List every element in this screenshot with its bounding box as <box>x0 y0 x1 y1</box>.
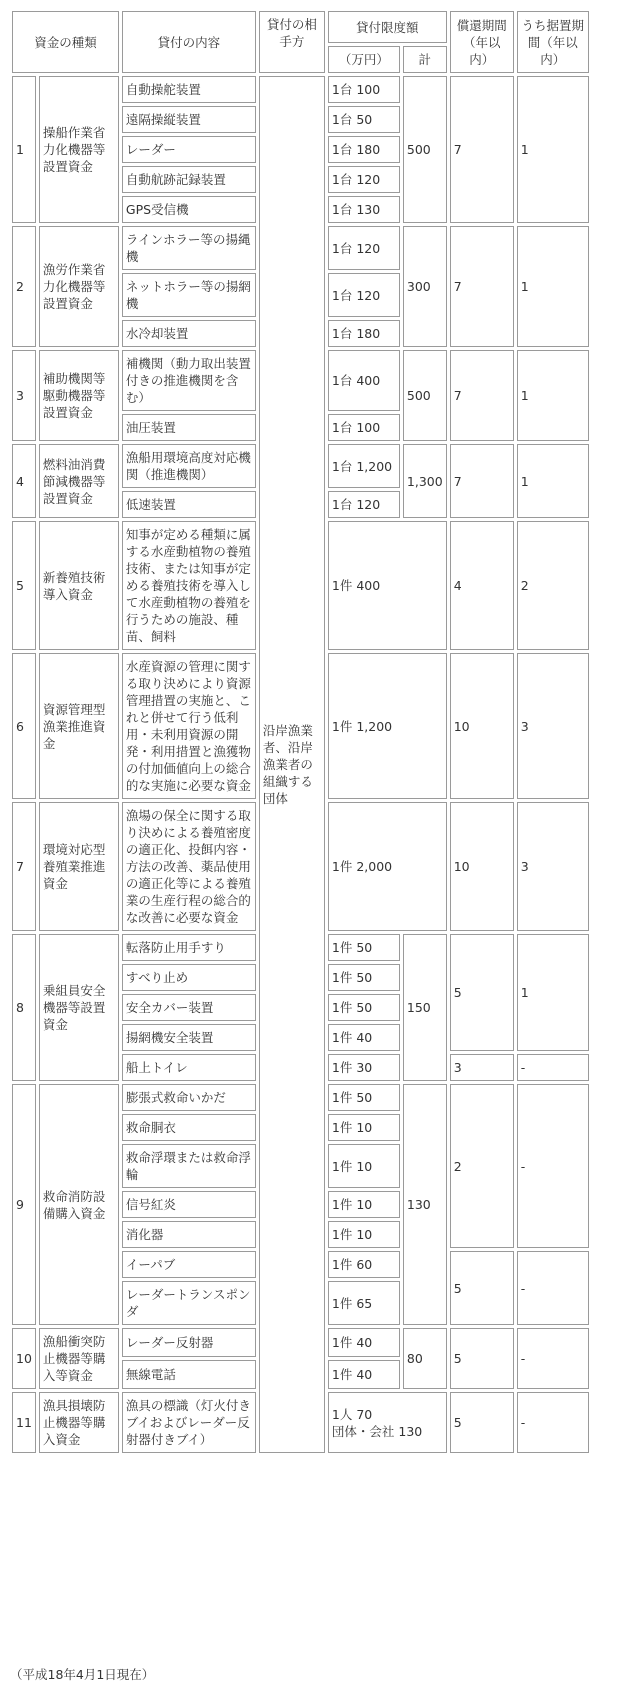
header-limit-total: 計 <box>403 46 447 73</box>
item-limit: 1台 50 <box>328 106 400 133</box>
item-content: 補機関（動力取出装置付きの推進機関を含む） <box>122 350 256 411</box>
item-limit: 1台 100 <box>328 76 400 103</box>
group-no: 11 <box>12 1392 36 1453</box>
item-content: 自動操舵装置 <box>122 76 256 103</box>
item-content: イーパブ <box>122 1251 256 1278</box>
group-grace: - <box>517 1328 589 1389</box>
item-limit: 1台 120 <box>328 273 400 317</box>
item-limit: 1件 65 <box>328 1281 400 1325</box>
item-limit: 1台 120 <box>328 226 400 270</box>
group-no: 7 <box>12 802 36 931</box>
item-content: 漁具の標識（灯火付きブイおよびレーダー反射器付きブイ） <box>122 1392 256 1453</box>
item-limit: 1件 40 <box>328 1328 400 1357</box>
header-row <box>12 11 589 43</box>
group-no: 9 <box>12 1084 36 1325</box>
item-limit: 1件 400 <box>328 521 447 650</box>
item-content: 転落防止用手すり <box>122 934 256 961</box>
group-no: 3 <box>12 350 36 441</box>
header-grace: うち据置期間（年以内） <box>517 11 589 73</box>
item-content: すべり止め <box>122 964 256 991</box>
group-grace: - <box>517 1251 589 1325</box>
group-repay: 5 <box>450 1328 514 1389</box>
item-limit: 1台 1,200 <box>328 444 400 488</box>
group-grace: 1 <box>517 444 589 518</box>
group-name: 操船作業省力化機器等設置資金 <box>39 76 119 223</box>
item-content: レーダー反射器 <box>122 1328 256 1357</box>
group-repay: 10 <box>450 653 514 799</box>
item-content: 信号紅炎 <box>122 1191 256 1218</box>
item-content: 知事が定める種類に属する水産動植物の養殖技術、または知事が定める養殖技術を導入して水産動植物の養殖を行うための施設、種苗、飼料 <box>122 521 256 650</box>
header-limit-unit: （万円） <box>328 46 400 73</box>
group-no: 6 <box>12 653 36 799</box>
group-repay: 5 <box>450 1251 514 1325</box>
item-limit: 1件 10 <box>328 1221 400 1248</box>
group-repay: 2 <box>450 1084 514 1248</box>
borrower-cell: 沿岸漁業者、沿岸漁業者の組織する団体 <box>259 76 325 1453</box>
loan-table <box>9 8 592 1456</box>
as-of-note: （平成18年4月1日現在） <box>10 1667 155 1682</box>
group-total: 1,300 <box>403 444 447 518</box>
group-total: 130 <box>403 1084 447 1325</box>
group-grace: 2 <box>517 521 589 650</box>
group-grace: 1 <box>517 350 589 441</box>
group-name: 補助機関等駆動機器等設置資金 <box>39 350 119 441</box>
item-limit: 1件 40 <box>328 1360 400 1389</box>
item-content: GPS受信機 <box>122 196 256 223</box>
group-grace: 1 <box>517 226 589 347</box>
item-limit: 1台 130 <box>328 196 400 223</box>
item-limit <box>328 1392 447 1453</box>
table-row <box>12 76 589 103</box>
group-grace: - <box>517 1084 589 1248</box>
item-content: ネットホラー等の揚網機 <box>122 273 256 317</box>
item-content: 安全カバー装置 <box>122 994 256 1021</box>
item-content: 油圧装置 <box>122 414 256 441</box>
item-limit: 1台 180 <box>328 320 400 347</box>
item-content: レーダー <box>122 136 256 163</box>
group-name: 新養殖技術導入資金 <box>39 521 119 650</box>
group-total: 500 <box>403 76 447 223</box>
item-limit: 1台 120 <box>328 166 400 193</box>
item-content: 水産資源の管理に関する取り決めにより資源管理措置の実施と、これと併せて行う低利用・未利用資源の開発・利用措置と漁獲物の付加価値向上の総合的な実施に必要な資金 <box>122 653 256 799</box>
group-name: 資源管理型漁業推進資金 <box>39 653 119 799</box>
group-repay: 5 <box>450 934 514 1051</box>
item-limit: 1件 50 <box>328 934 400 961</box>
header-limit: 貸付限度額 <box>328 11 447 43</box>
item-limit: 1件 40 <box>328 1024 400 1051</box>
item-limit: 1台 120 <box>328 491 400 518</box>
item-content: 漁場の保全に関する取り決めによる養殖密度の適正化、投餌内容・方法の改善、薬品使用の適正化等による養殖業の生産行程の総合的な改善に必要な資金 <box>122 802 256 931</box>
group-grace: 3 <box>517 802 589 931</box>
item-content: 水冷却装置 <box>122 320 256 347</box>
group-repay: 7 <box>450 350 514 441</box>
item-limit: 1件 10 <box>328 1114 400 1141</box>
group-no: 1 <box>12 76 36 223</box>
group-name: 環境対応型養殖業推進資金 <box>39 802 119 931</box>
item-limit: 1件 30 <box>328 1054 400 1081</box>
item-content: 低速装置 <box>122 491 256 518</box>
group-grace: 1 <box>517 76 589 223</box>
item-content: ラインホラー等の揚縄機 <box>122 226 256 270</box>
group-name: 漁船衝突防止機器等購入等資金 <box>39 1328 119 1389</box>
group-name: 救命消防設備購入資金 <box>39 1084 119 1325</box>
group-repay: 7 <box>450 76 514 223</box>
item-content: 揚網機安全装置 <box>122 1024 256 1051</box>
header-borrower: 貸付の相手方 <box>259 11 325 73</box>
group-total: 500 <box>403 350 447 441</box>
group-grace: 1 <box>517 934 589 1051</box>
group-no: 4 <box>12 444 36 518</box>
item-content: 救命胴衣 <box>122 1114 256 1141</box>
item-limit: 1台 180 <box>328 136 400 163</box>
group-total: 80 <box>403 1328 447 1389</box>
item-limit: 1件 2,000 <box>328 802 447 931</box>
group-repay: 5 <box>450 1392 514 1453</box>
group-repay: 4 <box>450 521 514 650</box>
item-content: 漁船用環境高度対応機関（推進機関） <box>122 444 256 488</box>
group-grace: - <box>517 1054 589 1081</box>
group-grace: - <box>517 1392 589 1453</box>
item-limit-line-2: 団体・会社 130 <box>331 1423 423 1439</box>
item-limit: 1件 1,200 <box>328 653 447 799</box>
item-limit: 1台 400 <box>328 350 400 411</box>
item-content: 船上トイレ <box>122 1054 256 1081</box>
item-content: 消化器 <box>122 1221 256 1248</box>
loan-table-wrapper <box>9 8 592 1456</box>
item-limit: 1件 50 <box>328 994 400 1021</box>
group-name: 漁具損壊防止機器等購入資金 <box>39 1392 119 1453</box>
group-no: 2 <box>12 226 36 347</box>
item-limit: 1件 50 <box>328 964 400 991</box>
header-type: 資金の種類 <box>12 11 119 73</box>
group-name: 乗組員安全機器等設置資金 <box>39 934 119 1081</box>
item-content: 遠隔操縦装置 <box>122 106 256 133</box>
header-content: 貸付の内容 <box>122 11 256 73</box>
group-repay: 7 <box>450 226 514 347</box>
item-content: 救命浮環または救命浮輪 <box>122 1144 256 1188</box>
group-no: 10 <box>12 1328 36 1389</box>
item-content: 膨張式救命いかだ <box>122 1084 256 1111</box>
item-limit: 1件 50 <box>328 1084 400 1111</box>
group-repay: 10 <box>450 802 514 931</box>
item-limit: 1台 100 <box>328 414 400 441</box>
item-content: レーダートランスポンダ <box>122 1281 256 1325</box>
item-content: 自動航跡記録装置 <box>122 166 256 193</box>
item-limit: 1件 60 <box>328 1251 400 1278</box>
group-name: 燃料油消費節減機器等設置資金 <box>39 444 119 518</box>
group-total: 300 <box>403 226 447 347</box>
item-content: 無線電話 <box>122 1360 256 1389</box>
item-limit: 1件 10 <box>328 1191 400 1218</box>
group-no: 5 <box>12 521 36 650</box>
group-total: 150 <box>403 934 447 1081</box>
group-grace: 3 <box>517 653 589 799</box>
group-repay: 3 <box>450 1054 514 1081</box>
group-name: 漁労作業省力化機器等設置資金 <box>39 226 119 347</box>
group-repay: 7 <box>450 444 514 518</box>
item-limit-line-1: 1人 70 <box>331 1406 373 1422</box>
header-repay: 償還期間（年以内） <box>450 11 514 73</box>
group-no: 8 <box>12 934 36 1081</box>
item-limit: 1件 10 <box>328 1144 400 1188</box>
